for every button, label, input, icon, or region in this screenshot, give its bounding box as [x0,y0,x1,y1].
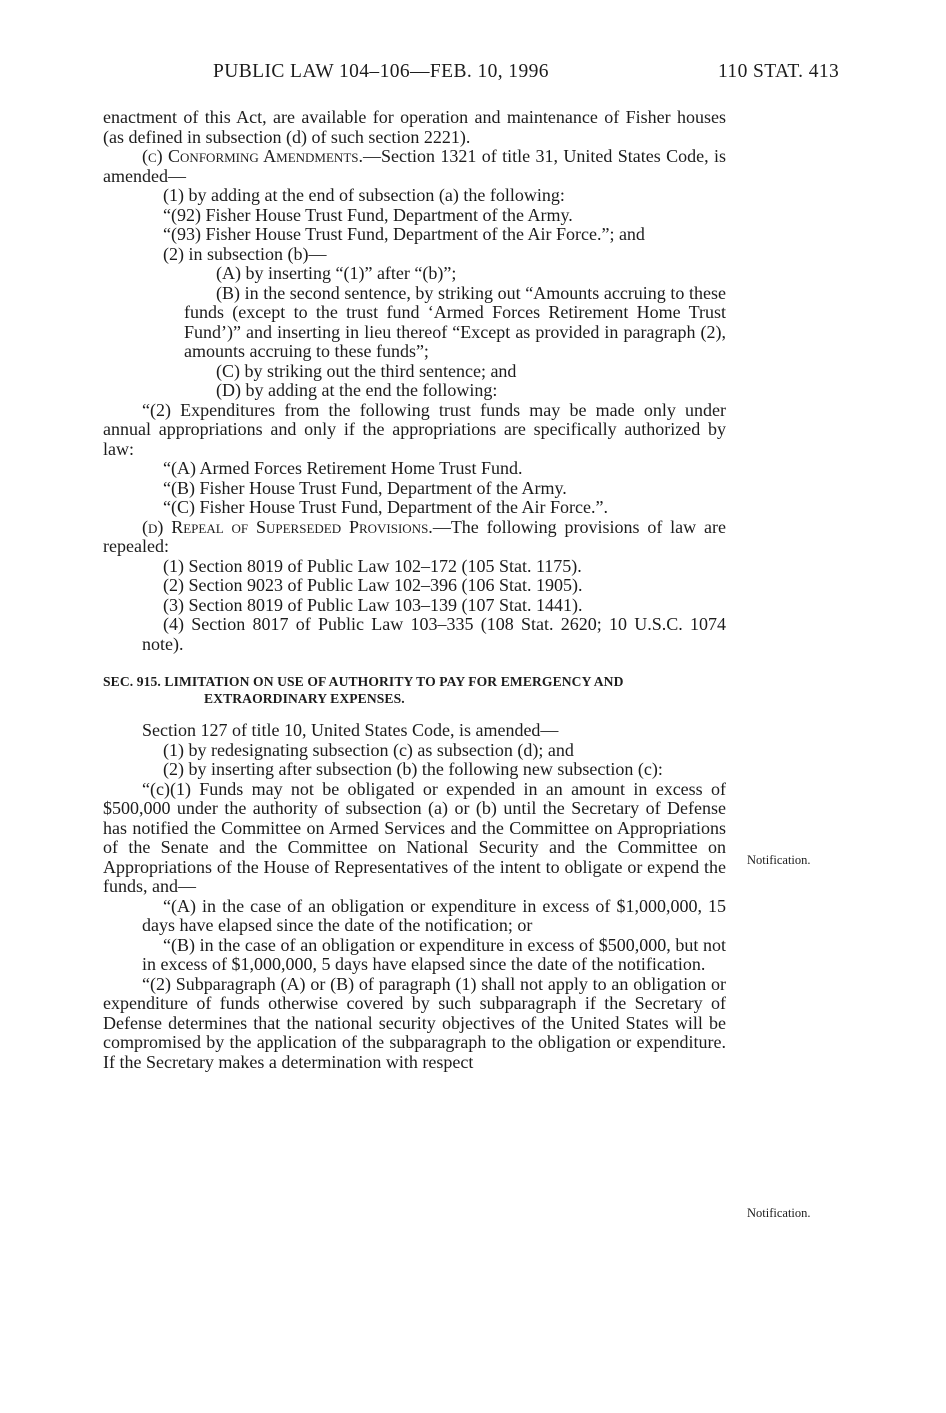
section-heading: SEC. 915. LIMITATION ON USE OF AUTHORITY TO PAY FOR EMERGENCY AND EXTRAORDINARY EXPENSES. [103,674,624,706]
subsection-c [103,147,726,186]
quoted-item-93: “(93) Fisher House Trust Fund, Department of the Air Force.”; and [163,224,645,244]
paragraph-continuation: enactment of this Act, are available for operation and maintenance of Fisher houses (as defined in subsection (d) of such section 2221). [103,107,726,147]
subsection-d-body: —The following provisions of law are repealed: [103,516,726,556]
subparagraph-c2-C: (C) by striking out the third sentence; and [216,360,517,381]
repealed-item-1: (1) Section 8019 of Public Law 102–172 (105 Stat. 1175). [163,555,582,576]
running-header-title: PUBLIC LAW 104–106—FEB. 10, 1996 [213,61,549,82]
quoted-item-C: “(C) Fisher House Trust Fund, Department of the Air Force.”. [163,497,608,517]
repealed-item-3: (3) Section 8019 of Public Law 103–139 (107 Stat. 1441). [163,594,583,615]
section-paragraph-1: (1) by redesignating subsection (c) as subsection (d); and [163,739,574,760]
quoted-item-A: “(A) Armed Forces Retirement Home Trust Fund. [163,458,523,478]
subsection-c-body: —Section 1321 of title 31, United States Code, is amended— [103,146,726,186]
new-subsection-c1-B: “(B) in the case of an obligation or expenditure in excess of $500,000, but not in excess of $1,000,000, 5 days have elapsed since the date of the notification. [142,934,726,974]
section-intro: Section 127 of title 10, United States Code, is amended— [142,720,559,740]
running-header-stat-page: 110 STAT. 413 [718,61,840,82]
section-paragraph-2: (2) by inserting after subsection (b) the following new subsection (c): [163,759,663,779]
paragraph-c1: (1) by adding at the end of subsection (a) the following: [163,185,565,205]
new-subsection-c1-A: “(A) in the case of an obligation or expenditure in excess of $1,000,000, 15 days have elapsed since the date of the notification; or [142,895,726,935]
quoted-expenditures-paragraph: “(2) Expenditures from the following trust funds may be made only under annual appropriations and only if the appropriations are specifically authorized by law: [103,399,726,459]
repealed-item-4: (4) Section 8017 of Public Law 103–335 (108 Stat. 2620; 10 U.S.C. 1074 note). [142,614,726,654]
repealed-item-2: (2) Section 9023 of Public Law 102–396 (106 Stat. 1905). [163,575,583,595]
paragraph-c2: (2) in subsection (b)— [163,243,327,264]
subparagraph-c2-B: (B) in the second sentence, by striking out “Amounts accruing to these funds (except to the trust fund ‘Armed Forces Retirement Home Trust Fund’)” and inserting in lieu thereof “Except as provided in paragraph (2), amounts accruing to these funds”; [184,282,726,361]
quoted-item-92: “(92) Fisher House Trust Fund, Department of the Army. [163,204,573,225]
body-text [103,108,726,1072]
subsection-d-heading: (d) Repeal of Superseded Provisions. [142,516,433,537]
new-subsection-c2: “(2) Subparagraph (A) or (B) of paragraph (1) shall not apply to an obligation or expenditure of funds otherwise covered by such subparagraph if the Secretary of Defense determines that the national security objectives of the United States will be compromised by the application of the subparagraph to the obligation or expenditure. If the Secretary makes a determination with respect [103,973,726,1072]
new-subsection-c1: “(c)(1) Funds may not be obligated or expended in an amount in excess of $500,000 under the authority of subsection (a) or (b) until the Secretary of Defense has notified the Committee on Armed Services and the Committee on Appropriations of the Senate and the Committee on National Security and the Committee on Appropriations of the House of Representatives of the intent to obligate or expend the funds, and— [103,778,726,896]
subparagraph-c2-A: (A) by inserting “(1)” after “(b)”; [216,263,457,283]
subparagraph-c2-D: (D) by adding at the end the following: [216,380,498,400]
margin-note-notification: Notification. [747,853,811,867]
subsection-d [103,518,726,557]
margin-note-notification: Notification. [747,1206,811,1220]
subsection-c-heading: (c) Conforming Amendments. [142,146,363,166]
quoted-item-B: “(B) Fisher House Trust Fund, Department of the Army. [163,477,567,498]
